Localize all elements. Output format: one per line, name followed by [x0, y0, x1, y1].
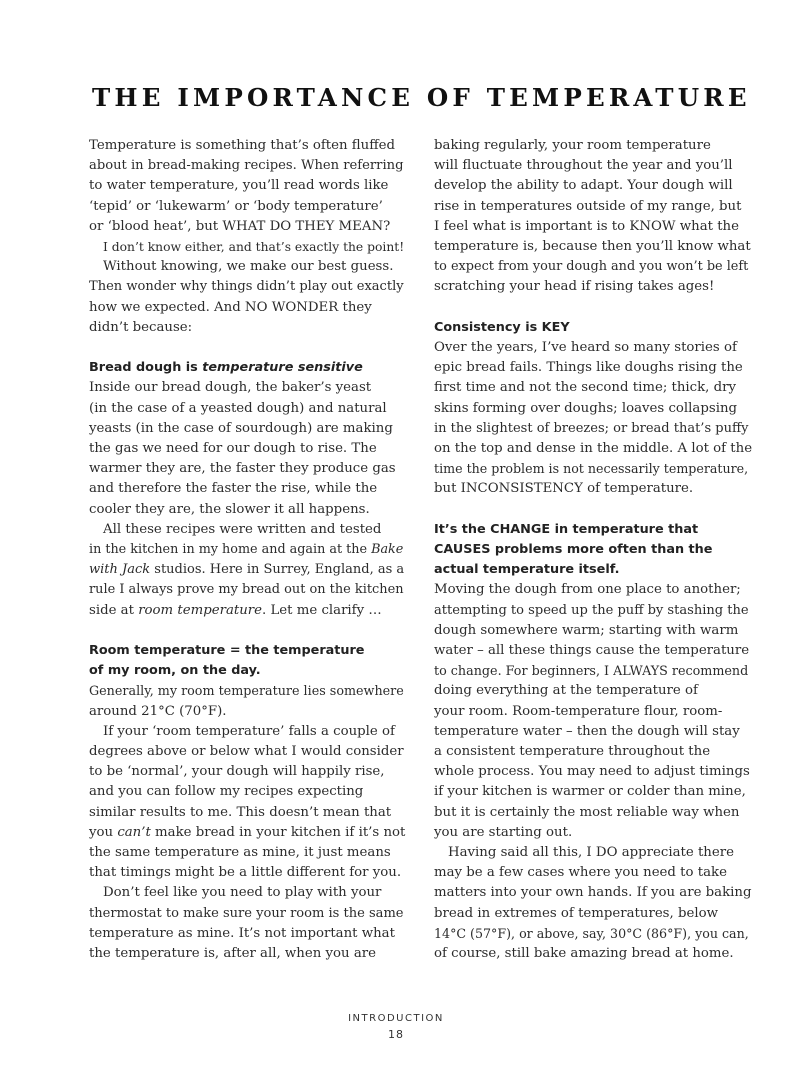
text-italic: can’t: [117, 824, 151, 840]
text-fragment: . Let me clarify …: [262, 602, 382, 618]
text-line: [89, 823, 407, 843]
text-line: Inside our bread dough, the baker’s yeast: [89, 380, 372, 396]
text-line: a consistent temperature throughout the: [434, 744, 711, 760]
section-heading: Room temperature = the temperature: [89, 643, 365, 659]
text-line: to change. For beginners, I ALWAYS recommend: [434, 663, 749, 679]
heading-text: Bread dough is: [89, 360, 203, 376]
text-line: didn’t because:: [89, 319, 193, 335]
text-line: first time and not the second time; thick, dry: [434, 380, 737, 396]
text-line: thermostat to make sure your room is the same: [89, 905, 404, 921]
text-line: will fluctuate throughout the year and you’ll: [434, 158, 733, 174]
text-line: epic bread fails. Things like doughs rising the: [434, 360, 743, 376]
text-line: whole process. You may need to adjust timings: [434, 764, 750, 780]
text-line: scratching your head if rising takes ages!: [434, 279, 715, 295]
spacer: [89, 621, 407, 641]
text-line: [89, 560, 407, 580]
text-line: [89, 601, 407, 621]
text-line: that timings might be a little different for you.: [89, 865, 402, 881]
text-line: attempting to speed up the puff by stashing the: [434, 602, 749, 618]
text-fragment: studios. Here in Surrey, England, as a: [150, 562, 405, 578]
text-line: Temperature is something that’s often fluffed: [89, 138, 396, 153]
text-line: on the top and dense in the middle. A lot of the: [434, 441, 753, 457]
text-line: matters into your own hands. If you are baking: [434, 885, 752, 901]
text-line: yeasts (in the case of sourdough) are making: [89, 420, 393, 436]
text-line: temperature water – then the dough will stay: [434, 723, 740, 739]
page-title: THE IMPORTANCE OF TEMPERATURE: [92, 83, 751, 112]
text-line: the gas we need for our dough to rise. The: [89, 441, 377, 457]
text-line: time the problem is not necessarily temperature,: [434, 461, 749, 477]
heading-text-italic: temperature sensitive: [202, 360, 363, 376]
text-line: temperature is, because then you’ll know what: [434, 239, 751, 255]
section-heading: Consistency is KEY: [434, 319, 570, 335]
text-line: may be a few cases where you need to take: [434, 865, 727, 881]
text-line: temperature as mine. It’s not important what: [89, 925, 395, 941]
text-line: (in the case of a yeasted dough) and natural: [89, 400, 387, 416]
text-line: I don’t know either, and that’s exactly the point!: [103, 240, 405, 255]
text-line: to be ‘normal’, your dough will happily rise,: [89, 764, 385, 780]
text-line: rise in temperatures outside of my range, but: [434, 198, 742, 214]
text-line: how we expected. And NO WONDER they: [89, 299, 372, 315]
text-line: similar results to me. This doesn’t mean that: [89, 804, 392, 820]
section-heading: It’s the CHANGE in temperature that: [434, 521, 699, 537]
text-fragment: you: [89, 824, 118, 840]
text-line: cooler they are, the slower it all happens.: [89, 501, 370, 517]
text-line: warmer they are, the faster they produce gas: [89, 461, 396, 477]
text-line: skins forming over doughs; loaves collapsing: [434, 400, 738, 416]
text-line: I feel what is important is to KNOW what the: [434, 218, 739, 234]
text-line: you are starting out.: [434, 824, 573, 840]
text-fragment: side at: [89, 602, 139, 618]
text-line: if your kitchen is warmer or colder than mine,: [434, 784, 746, 800]
text-line: [89, 540, 407, 560]
text-line: but it is certainly the most reliable way when: [434, 804, 740, 820]
text-italic: room temperature: [138, 602, 263, 618]
text-line: ‘tepid’ or ‘lukewarm’ or ‘body temperature’: [89, 198, 383, 214]
text-fragment: make bread in your kitchen if it’s not: [150, 824, 406, 840]
text-line: the temperature is, after all, when you are: [89, 946, 376, 962]
text-line: doing everything at the temperature of: [434, 683, 698, 699]
right-column: [434, 136, 752, 964]
text-line: 14°C (57°F), or above, say, 30°C (86°F), you can,: [434, 925, 749, 941]
footer-section-label: INTRODUCTION: [348, 1013, 444, 1024]
spacer: [434, 298, 752, 318]
text-line: Having said all this, I DO appreciate there: [448, 845, 734, 861]
text-line: around 21°C (70°F).: [89, 703, 227, 719]
text-line: water – all these things cause the temperature: [434, 643, 750, 659]
page-number: 18: [388, 1028, 404, 1041]
text-line: dough somewhere warm; starting with warm: [434, 622, 739, 638]
text-line: If your ‘room temperature’ falls a couple of: [103, 723, 395, 739]
text-line: baking regularly, your room temperature: [434, 138, 711, 153]
section-heading: actual temperature itself.: [434, 562, 620, 578]
text-italic: with Jack: [89, 562, 151, 578]
text-fragment: in the kitchen in my home and again at the: [89, 542, 372, 558]
text-line: to expect from your dough and you won’t be left: [434, 259, 749, 275]
left-column: [89, 136, 407, 964]
text-line: your room. Room-temperature flour, room-: [434, 703, 723, 719]
text-line: about in bread-making recipes. When referring: [89, 158, 404, 174]
text-line: or ‘blood heat’, but WHAT DO THEY MEAN?: [89, 218, 391, 234]
text-line: All these recipes were written and tested: [103, 521, 382, 537]
text-line: in the slightest of breezes; or bread that’s puffy: [434, 420, 749, 436]
section-heading: CAUSES problems more often than the: [434, 542, 713, 558]
text-line: Don’t feel like you need to play with your: [103, 885, 382, 901]
section-heading: of my room, on the day.: [89, 663, 261, 679]
section-heading: [89, 358, 407, 378]
text-line: but INCONSISTENCY of temperature.: [434, 481, 694, 497]
text-line: the same temperature as mine, it just means: [89, 845, 391, 861]
text-italic: Bake: [371, 542, 404, 558]
spacer: [89, 338, 407, 358]
spacer: [434, 500, 752, 520]
text-line: and therefore the faster the rise, while the: [89, 481, 378, 497]
text-line: degrees above or below what I would consider: [89, 744, 404, 760]
text-line: Over the years, I’ve heard so many stories of: [434, 340, 737, 356]
text-line: and you can follow my recipes expecting: [89, 784, 364, 800]
text-line: Then wonder why things didn’t play out exactly: [89, 279, 404, 295]
text-line: rule I always prove my bread out on the kitchen: [89, 582, 404, 598]
text-line: Generally, my room temperature lies somewhere: [89, 683, 404, 699]
text-line: of course, still bake amazing bread at home.: [434, 946, 734, 962]
text-line: develop the ability to adapt. Your dough will: [434, 178, 733, 194]
text-line: bread in extremes of temperatures, below: [434, 905, 718, 921]
text-line: Without knowing, we make our best guess.: [103, 259, 394, 275]
text-line: Moving the dough from one place to another;: [434, 582, 741, 598]
text-line: to water temperature, you’ll read words like: [89, 178, 389, 194]
